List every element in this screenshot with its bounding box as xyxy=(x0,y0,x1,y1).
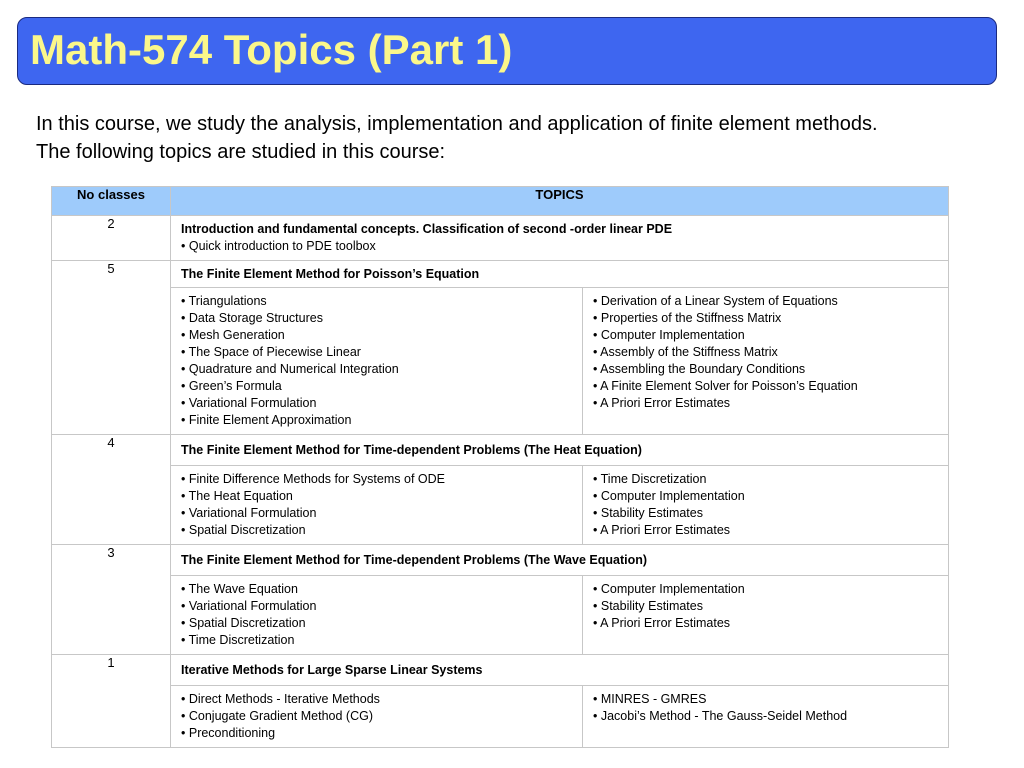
row-left-list xyxy=(171,576,583,655)
row-right-list xyxy=(583,288,949,435)
row-topic-title: The Finite Element Method for Time-dependent Problems (The Heat Equation) xyxy=(181,443,642,457)
list-item: • Properties of the Stiffness Matrix xyxy=(593,310,938,327)
row-topic-title: Iterative Methods for Large Sparse Linear Systems xyxy=(181,663,483,677)
table-row xyxy=(52,655,949,686)
list-item: • Spatial Discretization xyxy=(181,522,572,539)
row-topic-title-cell xyxy=(171,261,949,288)
table-row xyxy=(52,545,949,576)
row-left-list xyxy=(171,466,583,545)
list-item: • MINRES - GMRES xyxy=(593,691,938,708)
list-item: • Finite Element Approximation xyxy=(181,412,572,429)
list-item: • Data Storage Structures xyxy=(181,310,572,327)
row-topic-title: Introduction and fundamental concepts. Classification of second -order linear PDE xyxy=(181,222,673,236)
list-item: • Finite Difference Methods for Systems of ODE xyxy=(181,471,572,488)
row-right-list xyxy=(583,686,949,748)
list-item: • Time Discretization xyxy=(181,632,572,649)
row-topic-title: The Finite Element Method for Poisson’s Equation xyxy=(181,267,480,281)
list-item: • Variational Formulation xyxy=(181,598,572,615)
list-item: • Computer Implementation xyxy=(593,581,938,598)
list-item: • Quadrature and Numerical Integration xyxy=(181,361,572,378)
list-item: • Conjugate Gradient Method (CG) xyxy=(181,708,572,725)
row-class-count: 2 xyxy=(52,216,171,261)
intro-line-1: In this course, we study the analysis, implementation and application of finite element methods. xyxy=(36,113,878,135)
table-row xyxy=(52,288,949,435)
list-item: • Stability Estimates xyxy=(593,505,938,522)
list-item: • Variational Formulation xyxy=(181,395,572,412)
table-row xyxy=(52,576,949,655)
list-item: • The Space of Piecewise Linear xyxy=(181,344,572,361)
list-item: • Assembling the Boundary Conditions xyxy=(593,361,938,378)
header-no-classes: No classes xyxy=(52,187,171,216)
row-topic-cell xyxy=(171,216,949,261)
row-class-count: 1 xyxy=(52,655,171,748)
table-row xyxy=(52,686,949,748)
list-item: • Time Discretization xyxy=(593,471,938,488)
row-class-count: 5 xyxy=(52,261,171,435)
list-item: • The Wave Equation xyxy=(181,581,572,598)
row-topic-title-cell xyxy=(171,655,949,686)
list-item: • Preconditioning xyxy=(181,725,572,742)
list-item: • Computer Implementation xyxy=(593,327,938,344)
intro-paragraph xyxy=(36,110,1011,166)
row-left-list xyxy=(171,288,583,435)
list-item: • A Priori Error Estimates xyxy=(593,615,938,632)
list-item: • Green’s Formula xyxy=(181,378,572,395)
intro-line-2: The following topics are studied in this course: xyxy=(36,141,446,163)
list-item: • Mesh Generation xyxy=(181,327,572,344)
list-item: • Assembly of the Stiffness Matrix xyxy=(593,344,938,361)
table-row xyxy=(52,435,949,466)
row-class-count: 3 xyxy=(52,545,171,655)
row-topic-title: The Finite Element Method for Time-dependent Problems (The Wave Equation) xyxy=(181,553,648,567)
table-header-row xyxy=(52,187,949,216)
table-row xyxy=(52,216,949,261)
row-left-list xyxy=(171,686,583,748)
list-item: • A Priori Error Estimates xyxy=(593,522,938,539)
row-topic-title-cell xyxy=(171,545,949,576)
list-item: • Stability Estimates xyxy=(593,598,938,615)
list-item: • The Heat Equation xyxy=(181,488,572,505)
list-item: • Direct Methods - Iterative Methods xyxy=(181,691,572,708)
row-right-list xyxy=(583,466,949,545)
header-topics: TOPICS xyxy=(171,187,949,216)
list-item: • Derivation of a Linear System of Equations xyxy=(593,293,938,310)
row-topic-title-cell xyxy=(171,435,949,466)
page-title: Math-574 Topics (Part 1) xyxy=(30,26,513,73)
list-item: • Jacobi’s Method - The Gauss-Seidel Method xyxy=(593,708,938,725)
list-item: • Computer Implementation xyxy=(593,488,938,505)
topics-table xyxy=(51,186,949,748)
list-item: • A Priori Error Estimates xyxy=(593,395,938,412)
table-row xyxy=(52,261,949,288)
list-item: • A Finite Element Solver for Poisson’s Equation xyxy=(593,378,938,395)
list-item: • Spatial Discretization xyxy=(181,615,572,632)
list-item: • Variational Formulation xyxy=(181,505,572,522)
title-banner xyxy=(17,17,997,85)
list-item: • Triangulations xyxy=(181,293,572,310)
row-right-list xyxy=(583,576,949,655)
list-item: • Quick introduction to PDE toolbox xyxy=(181,239,376,253)
table-row xyxy=(52,466,949,545)
row-class-count: 4 xyxy=(52,435,171,545)
